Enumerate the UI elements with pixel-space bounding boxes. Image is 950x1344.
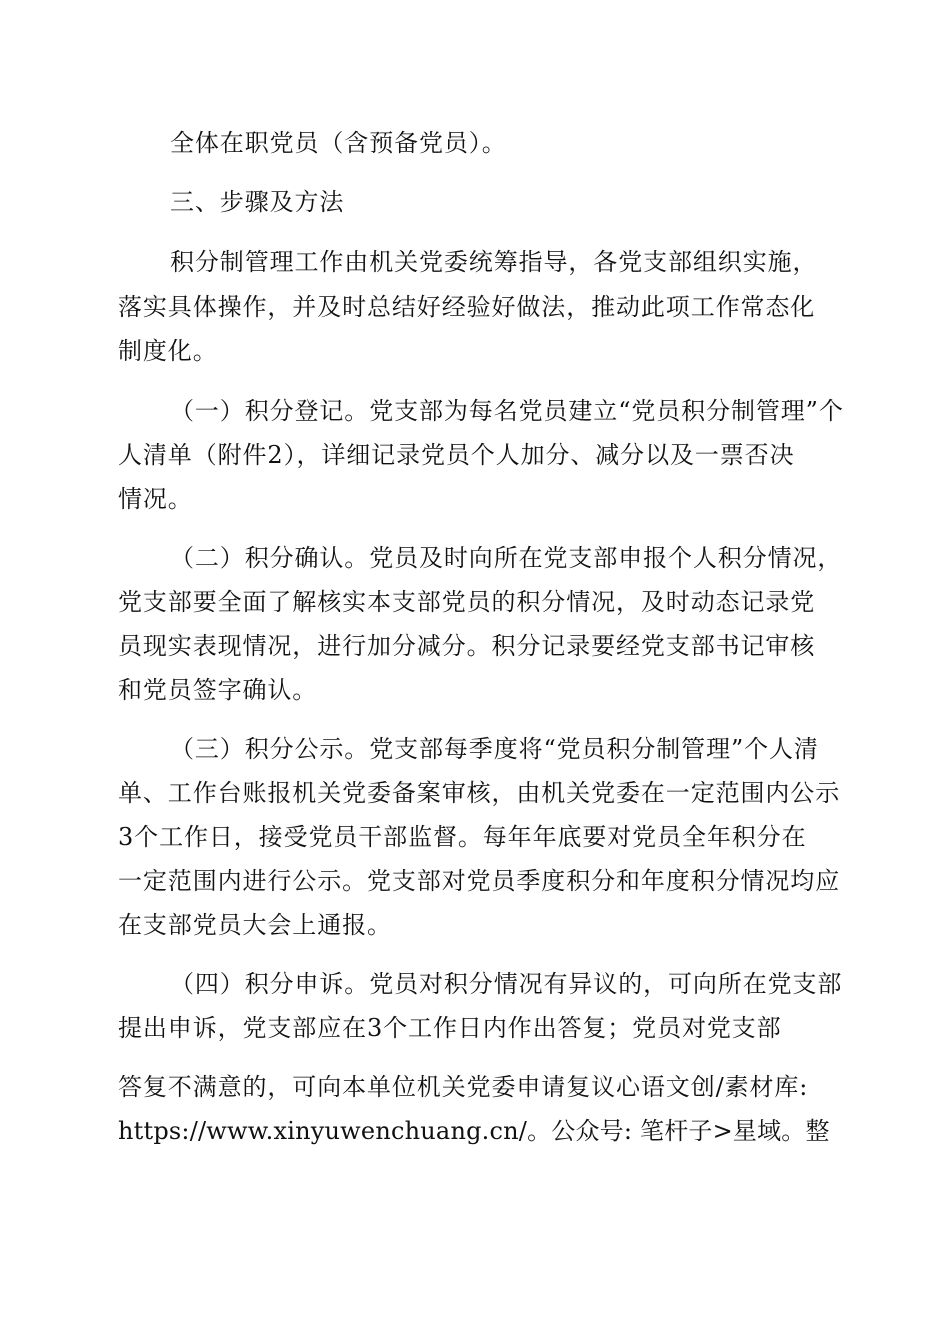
paragraph-line: https://www.xinyuwenchuang.cn/。公众号: 笔杆子>星域。整: [118, 1117, 830, 1145]
paragraph-line: （二）积分确认。党员及时向所在党支部申报个人积分情况，: [170, 544, 843, 572]
paragraph-line: 单、工作台账报机关党委备案审核，由机关党委在一定范围内公示: [118, 779, 841, 807]
paragraph-line: 答复不满意的，可向本单位机关党委申请复议心语文创/素材库:: [118, 1073, 809, 1101]
paragraph-line: 制度化。: [118, 337, 218, 365]
paragraph-line: 3个工作日，接受党员干部监督。每年年底要对党员全年积分在: [118, 823, 807, 851]
paragraph-line: 党支部要全面了解核实本支部党员的积分情况，及时动态记录党: [118, 588, 816, 616]
paragraph-line: 一定范围内进行公示。党支部对党员季度积分和年度积分情况均应: [118, 867, 841, 895]
paragraph-line: 人清单（附件2），详细记录党员个人加分、减分以及一票否决: [118, 441, 795, 469]
paragraph-line: 积分制管理工作由机关党委统筹指导，各党支部组织实施，: [170, 248, 818, 276]
scope-line: 全体在职党员（含预备党员）。: [170, 129, 507, 157]
paragraph-line: （一）积分登记。党支部为每名党员建立“党员积分制管理”个: [170, 397, 844, 425]
paragraph-line: 落实具体操作，并及时总结好经验好做法，推动此项工作常态化: [118, 293, 816, 321]
paragraph-line: 提出申诉，党支部应在3个工作日内作出答复；党员对党支部: [118, 1014, 782, 1042]
section-heading: 三、步骤及方法: [170, 188, 345, 216]
paragraph-line: 在支部党员大会上通报。: [118, 911, 392, 939]
paragraph-line: （三）积分公示。党支部每季度将“党员积分制管理”个人清: [170, 735, 819, 763]
paragraph-line: （四）积分申诉。党员对积分情况有异议的，可向所在党支部: [170, 970, 843, 998]
paragraph-line: 情况。: [118, 485, 193, 513]
paragraph-line: 员现实表现情况，进行加分减分。积分记录要经党支部书记审核: [118, 632, 816, 660]
paragraph-line: 和党员签字确认。: [118, 676, 318, 704]
